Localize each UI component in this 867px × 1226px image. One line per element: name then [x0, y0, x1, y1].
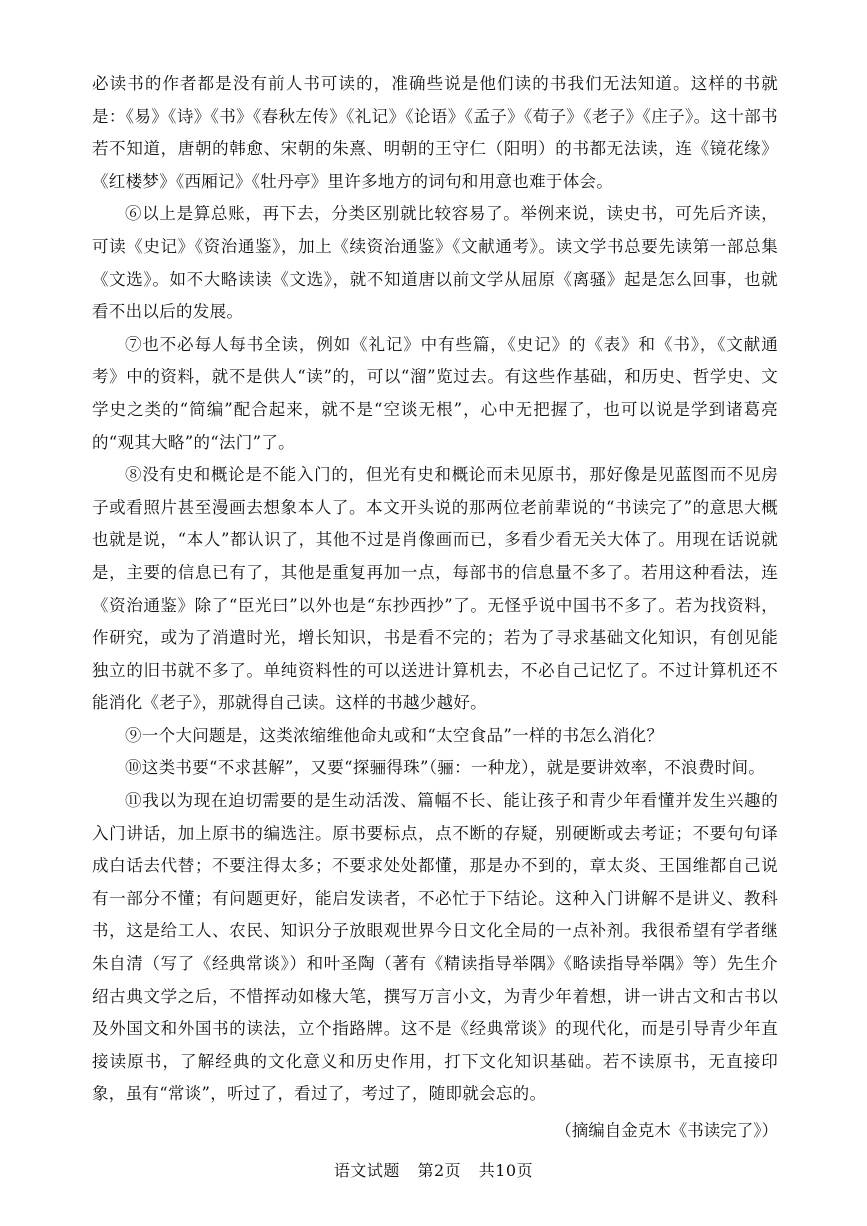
- footer-page-number: 第2页: [417, 1161, 462, 1180]
- paragraph-8: ⑧没有史和概论是不能入门的，但光有史和概论而未见原书，那好像是见蓝图而不见房子或看照片甚至漫画去想象本人了。本文开头说的那两位老前辈说的“书读完了”的意思大概也就是说，“本人”都认识了，其他不过是肖像画而已，多看少看无关大体了。用现在话说就是，主要的信息已有了，其他是重复再加一点，每部书的信息量不多了。若用这种看法，连《资治通鉴》除了“臣光曰”以外也是“东抄西抄”了。无怪乎说中国书不多了。若为找资料，作研究，或为了消遣时光，增长知识，书是看不完的；若为了寻求基础文化知识，有创见能独立的旧书就不多了。单纯资料性的可以送进计算机去，不必自己记忆了。不过计算机还不能消化《老子》，那就得自己读。这样的书越少越好。: [92, 465, 778, 713]
- document-body: [92, 68, 778, 1147]
- source-citation: （摘编自金克木《书读完了》）: [555, 1121, 778, 1140]
- paragraph-11: ⑪我以为现在迫切需要的是生动活泼、篇幅不长、能让孩子和青少年看懂并发生兴趣的入门讲话，加上原书的编选注。原书要标点，点不断的存疑，别硬断或去考证；不要句句译成白话去代替；不要注得太多；不要求处处都懂，那是办不到的，章太炎、王国维都自己说有一部分不懂；有问题更好，能启发读者，不必忙于下结论。这种入门讲解不是讲义、教科书，这是给工人、农民、知识分子放眼观世界今日文化全局的一点补剂。我很希望有学者继朱自清（写了《经典常谈》）和叶圣陶（著有《精读指导举隅》《略读指导举隅》等）先生介绍古典文学之后，不惜挥动如椽大笔，撰写万言小文，为青少年着想，讲一讲古文和古书以及外国文和外国书的读法，立个指路牌。这不是《经典常谈》的现代化，而是引导青少年直接读原书，了解经典的文化意义和历史作用，打下文化知识基础。若不读原书，无直接印象，虽有“常谈”，听过了，看过了，考过了，随即就会忘的。: [92, 791, 778, 1104]
- paragraph-7: ⑦也不必每人每书全读，例如《礼记》中有些篇，《史记》的《表》和《书》，《文献通考》中的资料，就不是供人“读”的，可以“溜”览过去。有这些作基础，和历史、哲学史、文学史之类的“简编”配合起来，就不是“空谈无根”，心中无把握了，也可以说是学到诸葛亮的“观其大略”的“法门”了。: [92, 334, 778, 452]
- page-footer: [0, 1158, 867, 1181]
- footer-total-pages: 共10页: [478, 1161, 534, 1180]
- paragraph-6: ⑥以上是算总账，再下去，分类区别就比较容易了。举例来说，读史书，可先后齐读，可读《史记》《资治通鉴》，加上《续资治通鉴》《文献通考》。读文学书总要先读第一部总集《文选》。如不大略读读《文选》，就不知道唐以前文学从屈原《离骚》起是怎么回事，也就看不出以后的发展。: [92, 204, 778, 322]
- paragraph-10: ⑩这类书要“不求甚解”，又要“探骊得珠”（骊：一种龙），就是要讲效率，不浪费时间。: [125, 758, 766, 778]
- footer-subject: 语文试题: [333, 1161, 400, 1180]
- paragraph-9: ⑨一个大问题是，这类浓缩维他命丸或和“太空食品”一样的书怎么消化？: [125, 725, 664, 745]
- paragraph-continuation: 必读书的作者都是没有前人书可读的，准确些说是他们读的书我们无法知道。这样的书就是：《易》《诗》《书》《春秋左传》《礼记》《论语》《孟子》《荀子》《老子》《庄子》。这十部书若不知道，唐朝的韩愈、宋朝的朱熹、明朝的王守仁（阳明）的书都无法读，连《镜花缘》《红楼梦》《西厢记》《牡丹亭》里许多地方的词句和用意也难于体会。: [92, 74, 778, 191]
